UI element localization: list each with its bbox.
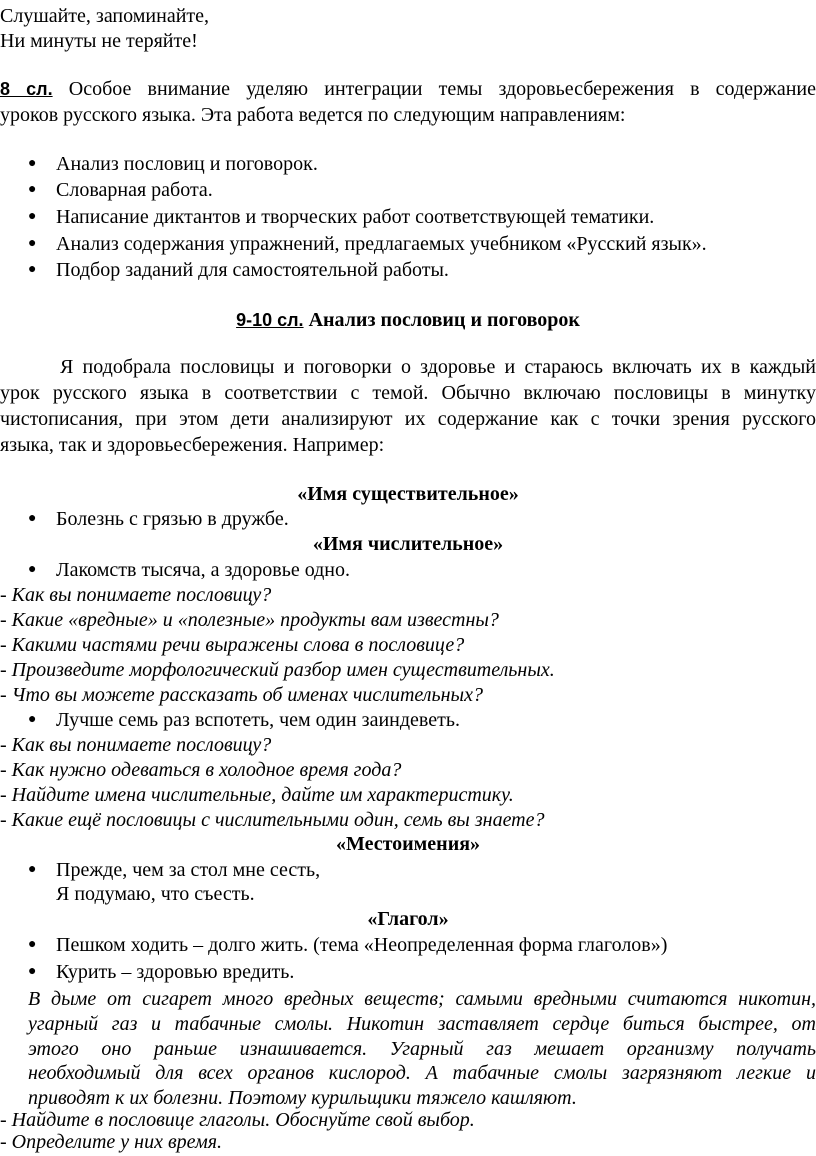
section-8-line-2: уроков русского языка. Эта работа ведется по следующим направлениям:	[0, 104, 626, 126]
question: - Как вы понимаете пословицу?	[0, 584, 272, 606]
para-line-1: Я подобрала пословицы и поговорки о здоровье и стараюсь включать их в каждый	[60, 356, 816, 378]
poem-line-2: Ни минуты не теряйте!	[0, 30, 198, 52]
section-8-text-1: Особое внимание уделяю интеграции темы здоровьесбережения в содержание	[68, 78, 816, 100]
note-line: приводят к их болезни. Поэтому курильщики тяжело кашляют.	[28, 1087, 577, 1109]
question: - Какие ещё пословицы с числительными один, семь вы знаете?	[0, 809, 545, 831]
question: - Определите у них время.	[0, 1131, 223, 1153]
verb-heading: «Глагол»	[367, 908, 449, 930]
numeral-heading: «Имя числительное»	[312, 533, 504, 555]
question: - Найдите имена числительные, дайте им характеристику.	[0, 784, 514, 806]
document-page: Слушайте, запоминайте, Ни минуты не теряйте! 8 сл. Особое внимание уделяю интеграции темы здоровьесбережения в содержание уроков русского языка. Эта работа ведется по следующим направлениям: ● Анализ пословиц и поговорок. ● Словарная работа. ● Написание диктантов и творческих работ соответствующей тематики. ● Анализ содержания упражнений, предлагаемых учебником «Русский язык». ● Подбор заданий для самостоятельной работы. 9-10 сл. Анализ пословиц и поговорок Я подобрала пословицы и поговорки о здоровье и стараюсь включать их в каждый урок русского языка в соответствии с темой. Обычно включаю пословицы в минутку чистописания, при этом дети анализируют их содержание как с точки зрения русского языка, так и здоровьесбережения. Например: «Имя существительное» ● Болезнь с грязью в дружбе. «Имя числительное» ● Лакомств тысяча, а здоровье одно. - Как вы понимаете пословицу? - Какие «вредные» и «полезные» продукты вам известны? - Какими частями речи выражены слова в пословице? - Произведите морфологический разбор имен существительных. - Что вы можете рассказать об именах числительных? ● Лучше семь раз вспотеть, чем один заиндеветь. - Как вы понимаете пословицу? - Как нужно одеваться в холодное время года? - Найдите имена числительные, дайте им характеристику. - Какие ещё пословицы с числительными один, семь вы знаете? «Местоимения» ● Прежде, чем за стол мне сесть, Я подумаю, что съесть. «Глагол» ● Пешком ходить – долго жить. (тема «Неопределенная форма глаголов») ● Курить – здоровью вредить. В дыме от сигарет много вредных веществ; самыми вредными считаются никотин, угарный газ и табачные смолы. Никотин заставляет сердце биться быстрее, от этого оно раньше изнашивается. Угарный газ мешает организму получать необходимый для всех органов кислород. А табачные смолы загрязняют легкие и приводят к их болезни. Поэтому курильщики тяжело кашляют. - Найдите в пословице глаголы. Обоснуйте свой выбор. - Определите у них время.	[0, 5, 816, 1153]
question: - Найдите в пословице глаголы. Обоснуйте свой выбор.	[0, 1109, 475, 1131]
slide-label-9-10: 9-10 сл.	[236, 310, 304, 330]
note-line: В дыме от сигарет много вредных веществ; самыми вредными считаются никотин,	[28, 988, 816, 1010]
note-line: угарный газ и табачные смолы. Никотин заставляет сердце биться быстрее, от	[28, 1013, 816, 1035]
para-line-4: языка, так и здоровьесбережения. Например:	[0, 434, 385, 456]
slide-label-8: 8 сл.	[0, 79, 53, 99]
note-line: этого оно раньше изнашивается. Угарный газ мешает организму получать	[28, 1038, 816, 1060]
section-9-title: Анализ пословиц и поговорок	[308, 309, 580, 331]
section-8-line-1	[0, 77, 816, 101]
question: - Произведите морфологический разбор имен существительных.	[0, 659, 555, 681]
question: - Что вы можете рассказать об именах числительных?	[0, 684, 483, 706]
question: - Как нужно одеваться в холодное время года?	[0, 759, 402, 781]
para-line-3: чистописания, при этом дети анализируют их содержание как с точки зрения русского	[0, 408, 816, 430]
question: - Какими частями речи выражены слова в пословице?	[0, 634, 465, 656]
section-9-heading	[0, 308, 816, 332]
question: - Какие «вредные» и «полезные» продукты вам известны?	[0, 609, 499, 631]
question: - Как вы понимаете пословицу?	[0, 734, 272, 756]
poem-line-1: Слушайте, запоминайте,	[0, 5, 210, 27]
pronoun-heading: «Местоимения»	[335, 833, 481, 855]
noun-heading: «Имя существительное»	[297, 483, 519, 505]
note-line: необходимый для всех органов кислород. А табачные смолы загрязняют легкие и	[28, 1062, 816, 1084]
para-line-2: урок русского языка в соответствии с темой. Обычно включаю пословицы в минутку	[0, 382, 816, 404]
